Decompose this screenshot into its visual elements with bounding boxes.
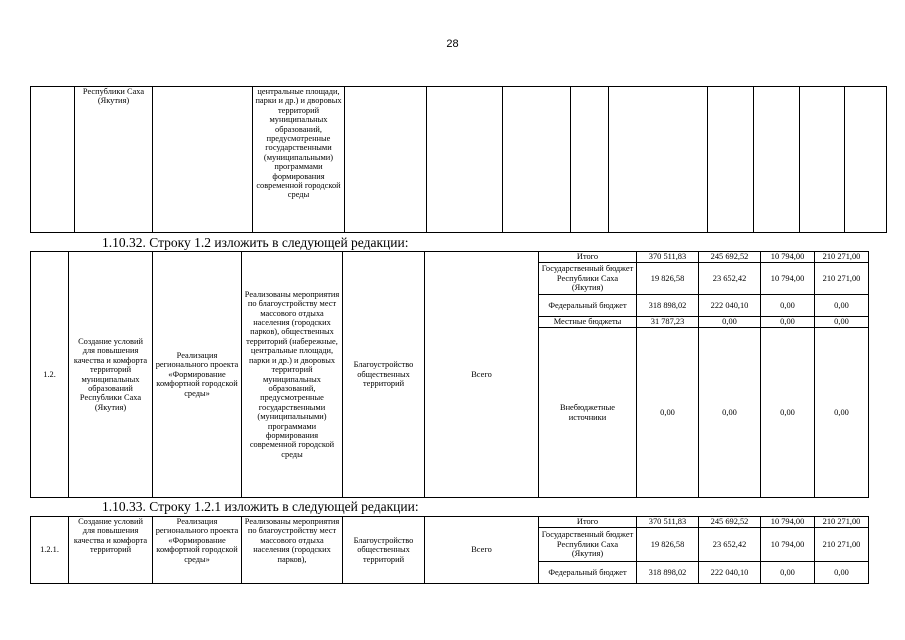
project-cell: Реализация регионального проекта «Формирование комфортной городской среды» [153, 252, 242, 498]
goal-cell: Создание условий для повышения качества и комфорта территорий [69, 517, 153, 584]
amount-cell: 370 511,83 [637, 252, 699, 263]
amount-cell: 318 898,02 [637, 561, 699, 583]
page-number: 28 [446, 38, 459, 50]
project-cell: Реализация регионального проекта «Формирование комфортной городской среды» [153, 517, 242, 584]
funding-source: Итого [539, 517, 637, 528]
row-number: 1.2.1. [31, 517, 69, 584]
amount-cell: 245 692,52 [699, 517, 761, 528]
amount-cell: 0,00 [815, 317, 869, 328]
funding-source: Государственный бюджет Республики Саха (Якутия) [539, 528, 637, 562]
amount-cell: 0,00 [637, 328, 699, 498]
funding-source: Местные бюджеты [539, 317, 637, 328]
amount-cell: 210 271,00 [815, 252, 869, 263]
amount-cell: 210 271,00 [815, 263, 869, 295]
amount-cell: 10 794,00 [761, 517, 815, 528]
amount-cell: 245 692,52 [699, 252, 761, 263]
amount-cell: 0,00 [815, 561, 869, 583]
amount-cell: 0,00 [815, 328, 869, 498]
amount-cell: 210 271,00 [815, 517, 869, 528]
amount-cell: 23 652,42 [699, 263, 761, 295]
row-number: 1.2. [31, 252, 69, 498]
funding-source: Федеральный бюджет [539, 295, 637, 317]
amount-cell: 23 652,42 [699, 528, 761, 562]
continuation-table [30, 86, 887, 233]
amount-cell: 0,00 [815, 295, 869, 317]
amount-cell: 222 040,10 [699, 561, 761, 583]
row-1-2-table [30, 251, 869, 498]
result-cell: центральные площади, парки и др.) и дворовых территорий муниципальных образований, предусмотренные государственными (муниципальными) программами формирования современной городской среды [253, 87, 345, 233]
amount-cell: 0,00 [761, 561, 815, 583]
amount-cell: 0,00 [699, 328, 761, 498]
indicator-cell: Благоустройство общественных территорий [343, 252, 425, 498]
amount-cell: 10 794,00 [761, 528, 815, 562]
amount-cell: 0,00 [699, 317, 761, 328]
funding-source: Государственный бюджет Республики Саха (Якутия) [539, 263, 637, 295]
amount-cell: 0,00 [761, 317, 815, 328]
amount-cell: 10 794,00 [761, 252, 815, 263]
total-cell: Всего [425, 252, 539, 498]
amount-cell: 0,00 [761, 295, 815, 317]
amount-cell: 19 826,58 [637, 528, 699, 562]
funding-source: Федеральный бюджет [539, 561, 637, 583]
amendment-heading-1: 1.10.32. Строку 1.2 изложить в следующей редакции: [102, 235, 409, 250]
region-cell: Республики Саха (Якутия) [75, 87, 153, 233]
amount-cell: 0,00 [761, 328, 815, 498]
amount-cell: 222 040,10 [699, 295, 761, 317]
funding-source: Внебюджетные источники [539, 328, 637, 498]
indicator-cell: Благоустройство общественных территорий [343, 517, 425, 584]
amount-cell: 318 898,02 [637, 295, 699, 317]
result-cell: Реализованы мероприятия по благоустройству мест массового отдыха населения (городских парков), [242, 517, 343, 584]
result-cell: Реализованы мероприятия по благоустройству мест массового отдыха населения (городских парков), общественных территорий (набережные, центральные площади, парки и др.) и дворовых территорий муниципальных образований, предусмотренные государственными (муниципальными) программами формирования современной городской среды [242, 252, 343, 498]
amount-cell: 19 826,58 [637, 263, 699, 295]
amendment-heading-2: 1.10.33. Строку 1.2.1 изложить в следующей редакции: [102, 499, 419, 514]
funding-source: Итого [539, 252, 637, 263]
amount-cell: 370 511,83 [637, 517, 699, 528]
amount-cell: 31 787,23 [637, 317, 699, 328]
total-cell: Всего [425, 517, 539, 584]
amount-cell: 210 271,00 [815, 528, 869, 562]
row-1-2-1-table [30, 516, 869, 584]
amount-cell: 10 794,00 [761, 263, 815, 295]
goal-cell: Создание условий для повышения качества и комфорта территорий муниципальных образований Республики Саха (Якутия) [69, 252, 153, 498]
